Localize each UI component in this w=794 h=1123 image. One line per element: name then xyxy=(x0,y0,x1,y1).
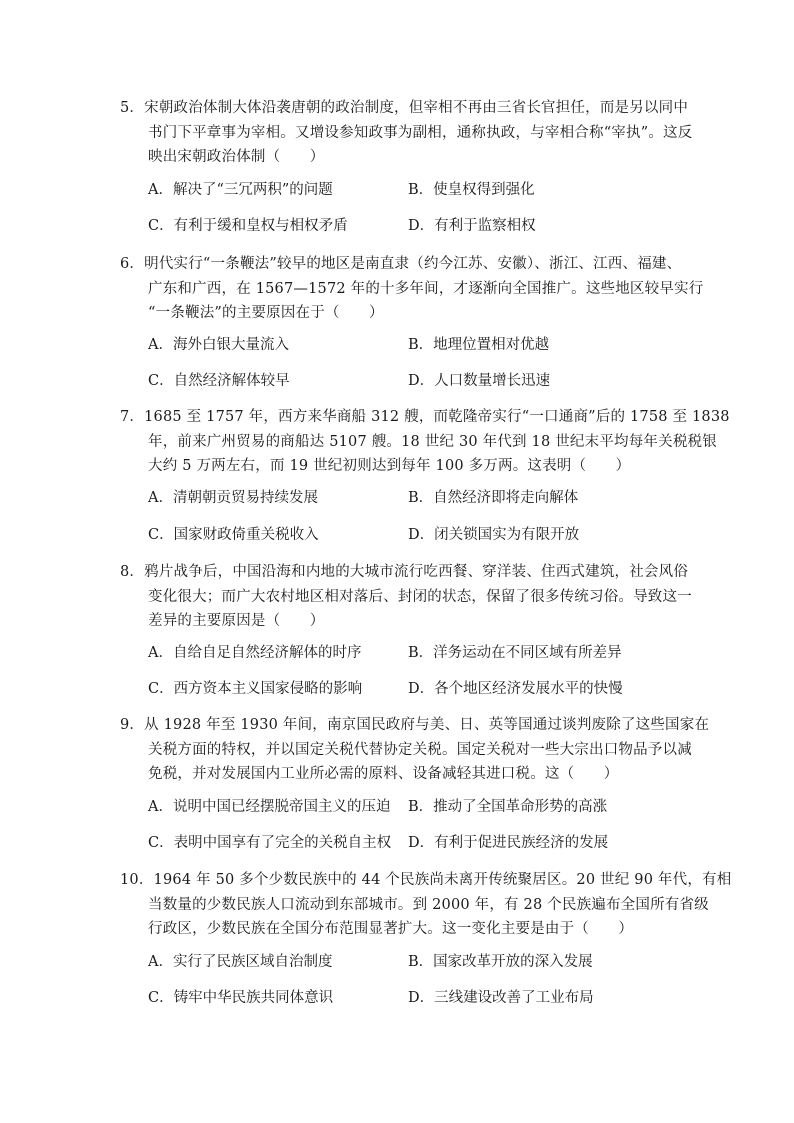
option-b[interactable]: B．国家改革开放的深入发展 xyxy=(408,954,593,970)
question-line: 年，前来广州贸易的商船达 5107 艘。18 世纪 30 年代到 18 世纪末平均每年关税税银 xyxy=(148,433,717,450)
question-line: 9．从 1928 年至 1930 年间，南京国民政府与美、日、英等国通过谈判废除了这些国家在 xyxy=(120,717,710,733)
option-a[interactable]: A．解决了“三冗两积”的问题 xyxy=(148,182,333,198)
question-6-stem xyxy=(120,252,704,326)
question-9-options-row-2 xyxy=(148,831,668,855)
question-7-options-row-2 xyxy=(148,523,668,547)
question-9-stem xyxy=(120,713,710,787)
option-c[interactable]: C．国家财政倚重关税收入 xyxy=(148,527,319,543)
question-10-options-row-1 xyxy=(148,950,668,974)
question-line: “一条鞭法”的主要原因在于（ ） xyxy=(148,305,384,321)
question-line: 5．宋朝政治体制大体沿袭唐朝的政治制度，但宰相不再由三省长官担任，而是另以同中 xyxy=(120,100,689,116)
question-8-stem xyxy=(120,560,692,634)
question-line: 关税方面的特权，并以国定关税代替协定关税。国定关税对一些大宗出口物品予以减 xyxy=(148,741,692,758)
question-8-options-row-2 xyxy=(148,677,668,701)
option-a[interactable]: A．海外白银大量流入 xyxy=(148,337,289,353)
option-b[interactable]: B．使皇权得到强化 xyxy=(408,182,535,198)
question-5-stem xyxy=(120,96,693,170)
question-line: 书门下平章事为宰相。又增设参知政事为副相，通称执政，与宰相合称“宰执”。这反 xyxy=(148,124,693,141)
question-line: 广东和广西，在 1567—1572 年的十多年间，才逐渐向全国推广。这些地区较早实行 xyxy=(148,280,704,297)
question-5-options-row-1 xyxy=(148,178,668,202)
question-7-options-row-1 xyxy=(148,486,668,510)
option-b[interactable]: B．地理位置相对优越 xyxy=(408,337,550,353)
question-10-stem xyxy=(120,868,732,942)
option-d[interactable]: D．有利于促进民族经济的发展 xyxy=(408,835,609,851)
question-line: 10．1964 年 50 多个少数民族中的 44 个民族尚未离开传统聚居区。20 世纪 90 年代，有相 xyxy=(120,872,732,888)
option-b[interactable]: B．自然经济即将走向解体 xyxy=(408,490,579,506)
question-9-options-row-1 xyxy=(148,795,668,819)
question-line: 免税，并对发展国内工业所必需的原料、设备减轻其进口税。这（ ） xyxy=(148,766,619,782)
option-d[interactable]: D．三线建设改善了工业布局 xyxy=(408,990,594,1006)
option-d[interactable]: D．人口数量增长迅速 xyxy=(408,373,551,389)
option-c[interactable]: C．西方资本主义国家侵略的影响 xyxy=(148,681,363,697)
option-a[interactable]: A．自给自足自然经济解体的时序 xyxy=(148,645,362,661)
option-c[interactable]: C．铸牢中华民族共同体意识 xyxy=(148,990,334,1006)
question-line: 变化很大；而广大农村地区相对落后、封闭的状态，保留了很多传统习俗。导致这一 xyxy=(148,588,692,605)
question-line: 6．明代实行“一条鞭法”较早的地区是南直隶（约今江苏、安徽）、浙江、江西、福建、 xyxy=(120,256,682,272)
option-a[interactable]: A．清朝朝贡贸易持续发展 xyxy=(148,490,318,506)
option-c[interactable]: C．有利于缓和皇权与相权矛盾 xyxy=(148,218,348,234)
question-10-options-row-2 xyxy=(148,986,668,1010)
question-6-options-row-1 xyxy=(148,333,668,357)
question-line: 当数量的少数民族人口流动到东部城市。到 2000 年，有 28 个民族遍布全国所有省级 xyxy=(148,896,709,913)
question-line: 7．1685 至 1757 年，西方来华商船 312 艘，而乾隆帝实行“一口通商”后的 1758 至 1838 xyxy=(120,409,730,425)
question-8-options-row-1 xyxy=(148,641,668,665)
question-line: 8．鸦片战争后，中国沿海和内地的大城市流行吃西餐、穿洋装、住西式建筑，社会风俗 xyxy=(120,564,689,580)
question-7-stem xyxy=(120,405,730,479)
question-6-options-row-2 xyxy=(148,369,668,393)
option-d[interactable]: D．有利于监察相权 xyxy=(408,218,536,234)
option-a[interactable]: A．实行了民族区域自治制度 xyxy=(148,954,333,970)
question-line: 大约 5 万两左右，而 19 世纪初则达到每年 100 多万两。这表明（ ） xyxy=(148,458,631,474)
question-5-options-row-2 xyxy=(148,214,668,238)
option-b[interactable]: B．推动了全国革命形势的高涨 xyxy=(408,799,608,815)
option-a[interactable]: A．说明中国已经摆脱帝国主义的压迫 xyxy=(148,799,391,815)
option-d[interactable]: D．各个地区经济发展水平的快慢 xyxy=(408,681,623,697)
option-c[interactable]: C．表明中国享有了完全的关税自主权 xyxy=(148,835,392,851)
option-c[interactable]: C．自然经济解体较早 xyxy=(148,373,290,389)
option-d[interactable]: D．闭关锁国实为有限开放 xyxy=(408,527,580,543)
question-line: 行政区，少数民族在全国分布范围显著扩大。这一变化主要是由于（ ） xyxy=(148,921,634,937)
option-b[interactable]: B．洋务运动在不同区域有所差异 xyxy=(408,645,622,661)
question-line: 映出宋朝政治体制（ ） xyxy=(148,149,325,165)
question-line: 差异的主要原因是（ ） xyxy=(148,613,325,629)
